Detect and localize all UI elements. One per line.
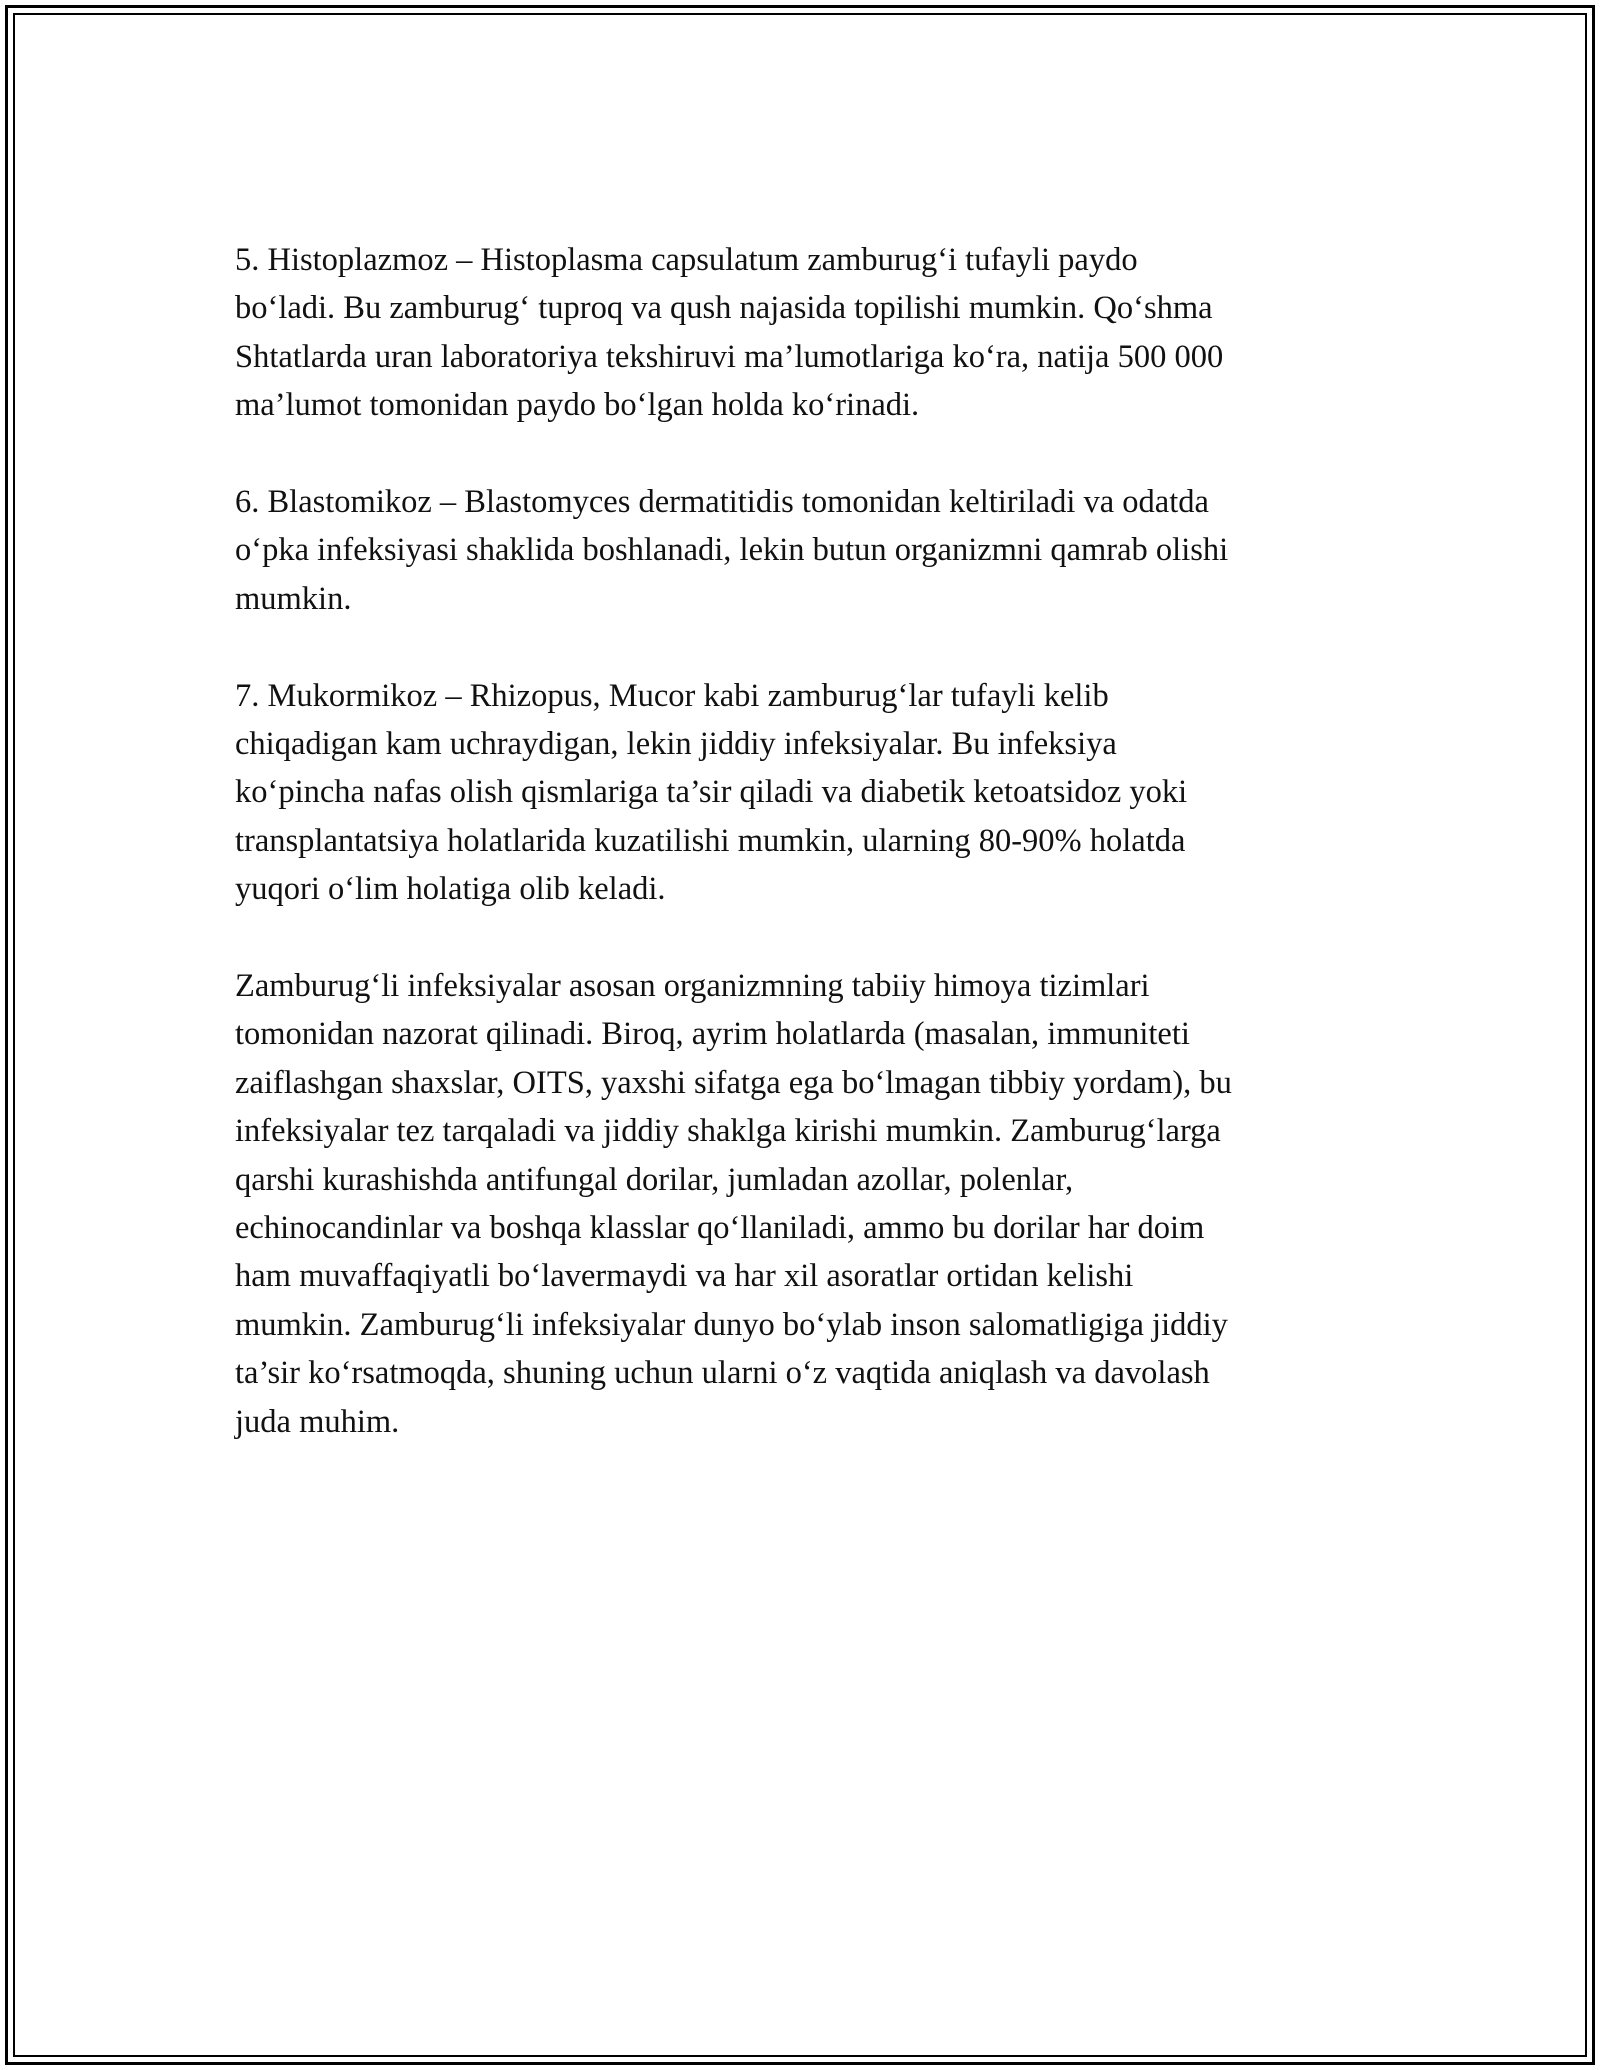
text-line: ta’sir ko‘rsatmoqda, shuning uchun ularni o‘z vaqtida aniqlash va davolash [235,1355,1210,1392]
text-line: Zamburug‘li infeksiyalar asosan organizmning tabiiy himoya tizimlari [235,968,1150,1005]
text-line: juda muhim. [235,1403,400,1440]
text-line: mumkin. Zamburug‘li infeksiyalar dunyo bo‘ylab inson salomatligiga jiddiy [235,1306,1228,1343]
text-line: bo‘ladi. Bu zamburug‘ tuproq va qush najasida topilishi mumkin. Qo‘shma [235,290,1213,327]
text-line: transplantatsiya holatlarida kuzatilishi mumkin, ularning 80-90% holatda [235,822,1186,859]
document-body [235,236,1375,1495]
text-line: 6. Blastomikoz – Blastomyces dermatitidis tomonidan keltiriladi va odatda [235,484,1209,521]
text-line: mumkin. [235,580,352,617]
paragraph-blastomikoz [235,478,1375,623]
text-line: o‘pka infeksiyasi shaklida boshlanadi, lekin butun organizmni qamrab olishi [235,532,1229,569]
text-line: tomonidan nazorat qilinadi. Biroq, ayrim holatlarda (masalan, immuniteti [235,1016,1190,1053]
text-line: Shtatlarda uran laboratoriya tekshiruvi ma’lumotlariga ko‘ra, natija 500 000 [235,338,1224,375]
text-line: infeksiyalar tez tarqaladi va jiddiy shaklga kirishi mumkin. Zamburug‘larga [235,1113,1221,1150]
text-line: ko‘pincha nafas olish qismlariga ta’sir qiladi va diabetik ketoatsidoz yoki [235,774,1188,811]
text-line: echinocandinlar va boshqa klasslar qo‘llaniladi, ammo bu dorilar har doim [235,1210,1205,1247]
text-line: chiqadigan kam uchraydigan, lekin jiddiy infeksiyalar. Bu infeksiya [235,726,1117,763]
text-line: ham muvaffaqiyatli bo‘lavermaydi va har xil asoratlar ortidan kelishi [235,1258,1134,1295]
text-line: 7. Mukormikoz – Rhizopus, Mucor kabi zamburug‘lar tufayli kelib [235,677,1109,714]
paragraph-histoplazmoz [235,236,1375,430]
text-line: ma’lumot tomonidan paydo bo‘lgan holda ko‘rinadi. [235,387,920,424]
paragraph-conclusion [235,962,1375,1446]
text-line: 5. Histoplazmoz – Histoplasma capsulatum zamburug‘i tufayli paydo [235,242,1138,278]
text-line: yuqori o‘lim holatiga olib keladi. [235,871,666,908]
text-line: qarshi kurashishda antifungal dorilar, jumladan azollar, polenlar, [235,1161,1074,1198]
paragraph-mukormikoz [235,672,1375,914]
text-line: zaiflashgan shaxslar, OITS, yaxshi sifatga ega bo‘lmagan tibbiy yordam), bu [235,1064,1232,1101]
